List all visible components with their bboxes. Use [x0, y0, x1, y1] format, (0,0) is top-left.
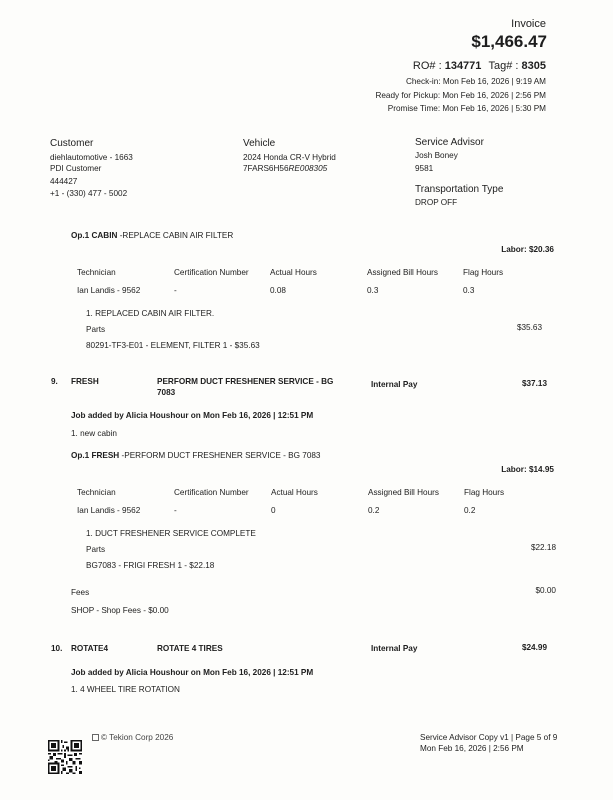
invoice-label: Invoice [511, 18, 546, 30]
tag-label: Tag# : [488, 60, 519, 72]
th-actual-2: Actual Hours [271, 488, 318, 497]
op-fresh-labor: Labor: $14.95 [501, 465, 554, 474]
fresh-assigned: 0.2 [368, 506, 380, 515]
vin-suffix: RE008305 [288, 164, 328, 173]
footer-date: Mon Feb 16, 2026 | 2:56 PM [420, 744, 524, 753]
vehicle-title: Vehicle [243, 138, 276, 149]
vehicle-model: 2024 Honda CR-V Hybrid [243, 153, 336, 162]
cabin-part-item: 80291-TF3-E01 - ELEMENT, FILTER 1 - $35.63 [86, 341, 260, 350]
th-flag-2: Flag Hours [464, 488, 505, 497]
fee-item: SHOP - Shop Fees - $0.00 [71, 606, 169, 615]
cabin-tech: Ian Landis - 9562 [77, 286, 141, 295]
job9-amount: $37.13 [521, 379, 547, 388]
cabin-parts-label: Parts [86, 325, 106, 334]
op-fresh-heading [71, 451, 320, 460]
tag-number: 8305 [521, 60, 546, 72]
customer-phone: +1 - (330) 477 - 5002 [50, 189, 128, 198]
advisor-title: Service Advisor [415, 137, 484, 148]
fresh-parts-total: $22.18 [530, 543, 556, 552]
cabin-flag: 0.3 [463, 286, 475, 295]
op-cabin-code: Op.1 CABIN [71, 231, 118, 240]
fresh-flag: 0.2 [464, 506, 476, 515]
customer-line3: 444427 [50, 177, 78, 186]
footer-copy-info: Service Advisor Copy v1 | Page 5 of 9 [420, 733, 558, 742]
cabin-parts-total: $35.63 [516, 323, 542, 332]
th-assigned-2: Assigned Bill Hours [368, 488, 439, 497]
vehicle-vin [243, 164, 327, 173]
job10-amount: $24.99 [521, 643, 547, 652]
tekion-logo-icon [92, 734, 99, 741]
customer-line2: PDI Customer [50, 164, 102, 173]
transport-title: Transportation Type [415, 184, 504, 195]
promise-time: Promise Time: Mon Feb 16, 2026 | 5:30 PM [387, 104, 546, 113]
job9-code: FRESH [71, 377, 99, 386]
op-cabin-labor: Labor: $20.36 [501, 245, 554, 254]
footer-copyright-text: © Tekion Corp 2026 [101, 733, 174, 742]
cabin-actual: 0.08 [270, 286, 286, 295]
fresh-tech: Ian Landis - 9562 [77, 506, 141, 515]
op-cabin-desc: -REPLACE CABIN AIR FILTER [119, 231, 234, 240]
job10-added: Job added by Alicia Houshour on Mon Feb 16, 2026 | 12:51 PM [71, 668, 314, 677]
advisor-name: Josh Boney [415, 151, 458, 160]
transport-value: DROP OFF [415, 198, 458, 207]
job10-note: 1. 4 WHEEL TIRE ROTATION [71, 685, 180, 694]
fresh-parts-label: Parts [86, 545, 106, 554]
job9-title-line2: 7083 [157, 388, 176, 397]
fresh-cert: - [174, 506, 177, 515]
th-technician: Technician [77, 268, 116, 277]
fresh-part-item: BG7083 - FRIGI FRESH 1 - $22.18 [86, 561, 215, 570]
th-flag: Flag Hours [463, 268, 504, 277]
cabin-cert: - [174, 286, 177, 295]
ro-tag-line [413, 60, 546, 72]
job10-pay: Internal Pay [371, 644, 418, 653]
op-cabin-heading [71, 231, 233, 240]
job10-code: ROTATE4 [71, 644, 108, 653]
ro-number: 134771 [444, 60, 482, 72]
invoice-total: $1,466.47 [471, 32, 547, 51]
th-certification: Certification Number [174, 268, 249, 277]
job9-title-line1: PERFORM DUCT FRESHENER SERVICE - BG [157, 377, 334, 386]
fees-label: Fees [71, 588, 90, 597]
ro-label: RO# : [412, 60, 442, 72]
job9-pay: Internal Pay [371, 380, 418, 389]
cabin-note: 1. REPLACED CABIN AIR FILTER. [86, 309, 215, 318]
job9-note: 1. new cabin [71, 429, 117, 438]
th-actual: Actual Hours [270, 268, 317, 277]
footer-copyright [92, 733, 173, 742]
th-assigned: Assigned Bill Hours [367, 268, 438, 277]
th-technician-2: Technician [77, 488, 116, 497]
customer-line1: diehlautomotive - 1663 [50, 153, 133, 162]
customer-title: Customer [50, 138, 94, 149]
th-certification-2: Certification Number [174, 488, 249, 497]
job9-added: Job added by Alicia Houshour on Mon Feb 16, 2026 | 12:51 PM [71, 411, 314, 420]
checkin-time: Check-in: Mon Feb 16, 2026 | 9:19 AM [405, 77, 546, 86]
advisor-id: 9581 [415, 164, 434, 173]
vin-prefix: 7FARS6H56 [243, 164, 289, 173]
job9-number: 9. [51, 377, 58, 386]
cabin-assigned: 0.3 [367, 286, 379, 295]
qr-code [48, 740, 82, 774]
fees-total: $0.00 [535, 586, 556, 595]
fresh-note: 1. DUCT FRESHENER SERVICE COMPLETE [86, 529, 256, 538]
op-fresh-code: Op.1 FRESH [71, 451, 120, 460]
ready-time: Ready for Pickup: Mon Feb 16, 2026 | 2:56 PM [375, 91, 546, 100]
job10-number: 10. [51, 644, 63, 653]
op-fresh-desc: -PERFORM DUCT FRESHENER SERVICE - BG 7083 [121, 451, 321, 460]
fresh-actual: 0 [271, 506, 276, 515]
job10-title: ROTATE 4 TIRES [157, 644, 223, 653]
